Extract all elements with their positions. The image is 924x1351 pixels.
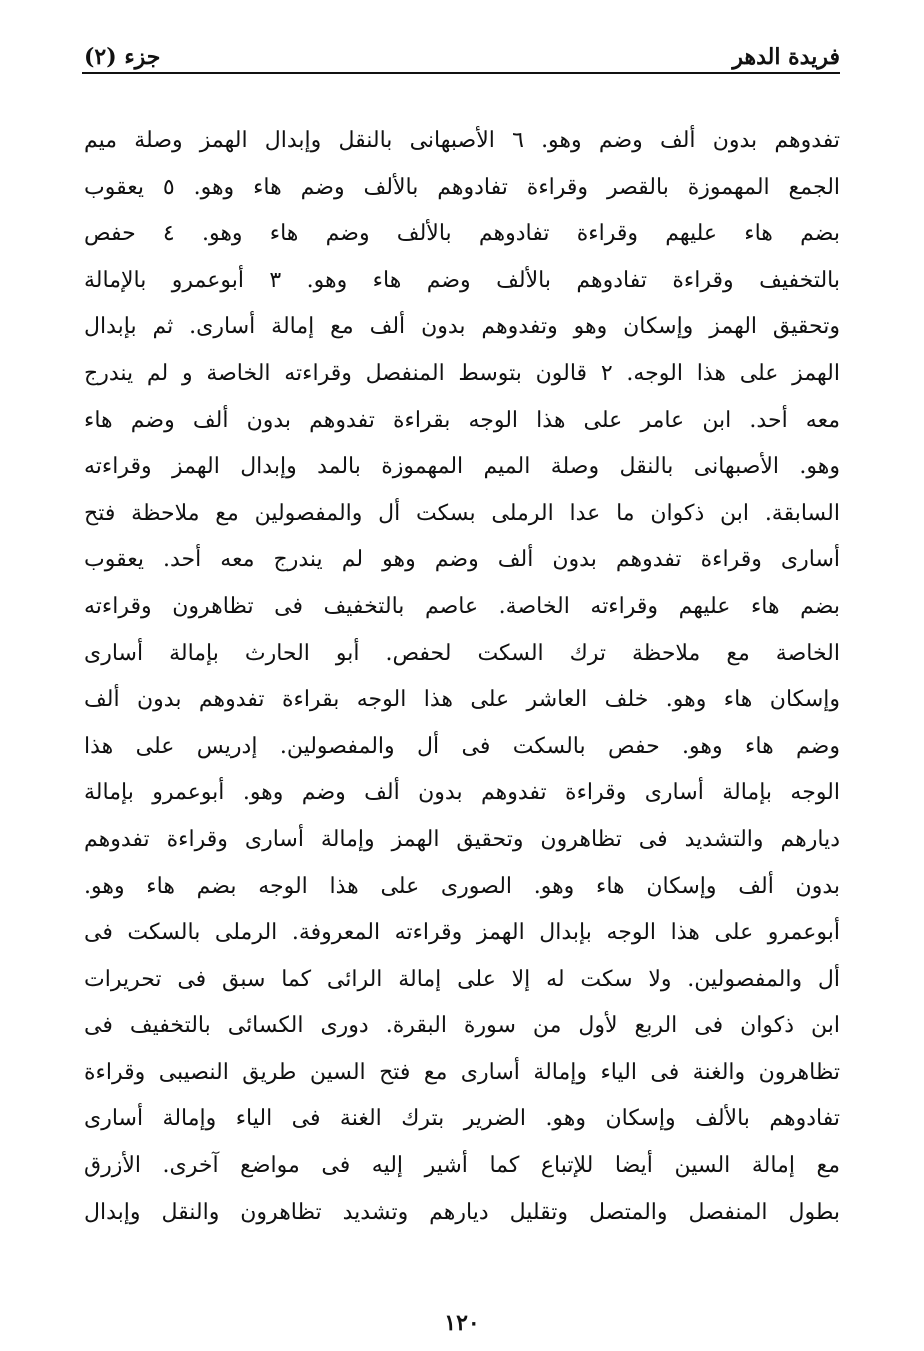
scan-mark xyxy=(800,14,840,16)
text-line: أسارى وقراءة تفدوهم بدون ألف وضم وهو لم يندرج معه أحد. يعقوب xyxy=(84,547,840,573)
text-line: الوجه بإمالة أسارى وقراءة تفدوهم بدون ألف وضم وهو. أبوعمرو بإمالة xyxy=(84,780,840,806)
text-line: تفادوهم بالألف وإسكان وهو. الضرير بترك الغنة فى الياء وإمالة أسارى xyxy=(84,1106,840,1132)
page-header xyxy=(84,38,840,70)
text-line: تفدوهم بدون ألف وضم وهو. ٦ الأصبهانى بالنقل وإبدال الهمز وصلة ميم xyxy=(84,128,840,153)
text-line: مع إمالة السين أيضا للإتباع كما أشير إليه فى مواضع آخرى. الأزرق xyxy=(84,1153,840,1179)
text-line: أل والمفصولين. ولا سكت له إلا على إمالة الرائى كما سبق فى تحريرات xyxy=(84,966,840,992)
text-line: وإسكان هاء وهو. خلف العاشر على هذا الوجه بقراءة تفدوهم بدون ألف xyxy=(84,687,840,713)
text-line: ابن ذكوان فى الربع لأول من سورة البقرة. دورى الكسائى بالتخفيف فى xyxy=(84,1013,840,1039)
body-text xyxy=(84,118,840,1236)
text-line: بطول المنفصل والمتصل وتقليل ديارهم وتشديد تظاهرون والنقل وإبدال xyxy=(84,1199,840,1225)
text-line: ديارهم والتشديد فى تظاهرون وتحقيق الهمز وإمالة أسارى وقراءة تفدوهم xyxy=(84,826,840,852)
text-line: بدون ألف وإسكان هاء وهو. الصورى على هذا الوجه بضم هاء وهو. xyxy=(84,873,840,899)
text-line: معه أحد. ابن عامر على هذا الوجه بقراءة تفدوهم بدون ألف وضم هاء xyxy=(84,407,840,433)
part-label: جزء (٢) xyxy=(84,44,161,70)
text-line: وتحقيق الهمز وإسكان وهو وتفدوهم بدون ألف مع إمالة أسارى. ثم بإبدال xyxy=(84,314,840,340)
text-line: الجمع المهموزة بالقصر وقراءة تفادوهم بالألف وضم هاء وهو. ٥ يعقوب xyxy=(84,174,840,200)
text-line: وضم هاء وهو. حفص بالسكت فى أل والمفصولين. إدريس على هذا xyxy=(84,733,840,759)
text-line: الخاصة مع ملاحظة ترك السكت لحفص. أبو الحارث بإمالة أسارى xyxy=(84,640,840,666)
text-line: بضم هاء عليهم وقراءة تفادوهم بالألف وضم هاء وهو. ٤ حفص xyxy=(84,221,840,247)
text-line: تظاهرون والغنة فى الياء وإمالة أسارى مع فتح السين طريق النصيبى وقراءة xyxy=(84,1059,840,1085)
text-line: أبوعمرو على هذا الوجه بإبدال الهمز وقراءته المعروفة. الرملى بالسكت فى xyxy=(84,920,840,946)
text-line: السابقة. ابن ذكوان ما عدا الرملى بسكت أل والمفصولين مع ملاحظة فتح xyxy=(84,500,840,526)
header-rule xyxy=(82,72,840,74)
text-line: الهمز على هذا الوجه. ٢ قالون بتوسط المنفصل وقراءته الخاصة و لم يندرج xyxy=(84,360,840,386)
book-title: فريدة الدهر xyxy=(732,44,840,70)
text-line: بضم هاء عليهم وقراءته الخاصة. عاصم بالتخفيف فى تظاهرون وقراءته xyxy=(84,593,840,619)
text-line: وهو. الأصبهانى بالنقل وصلة الميم المهموزة بالمد وإبدال الهمز وقراءته xyxy=(84,454,840,480)
text-line: بالتخفيف وقراءة تفادوهم بالألف وضم هاء وهو. ٣ أبوعمرو بالإمالة xyxy=(84,267,840,293)
page-number: ١٢٠ xyxy=(444,1310,480,1336)
